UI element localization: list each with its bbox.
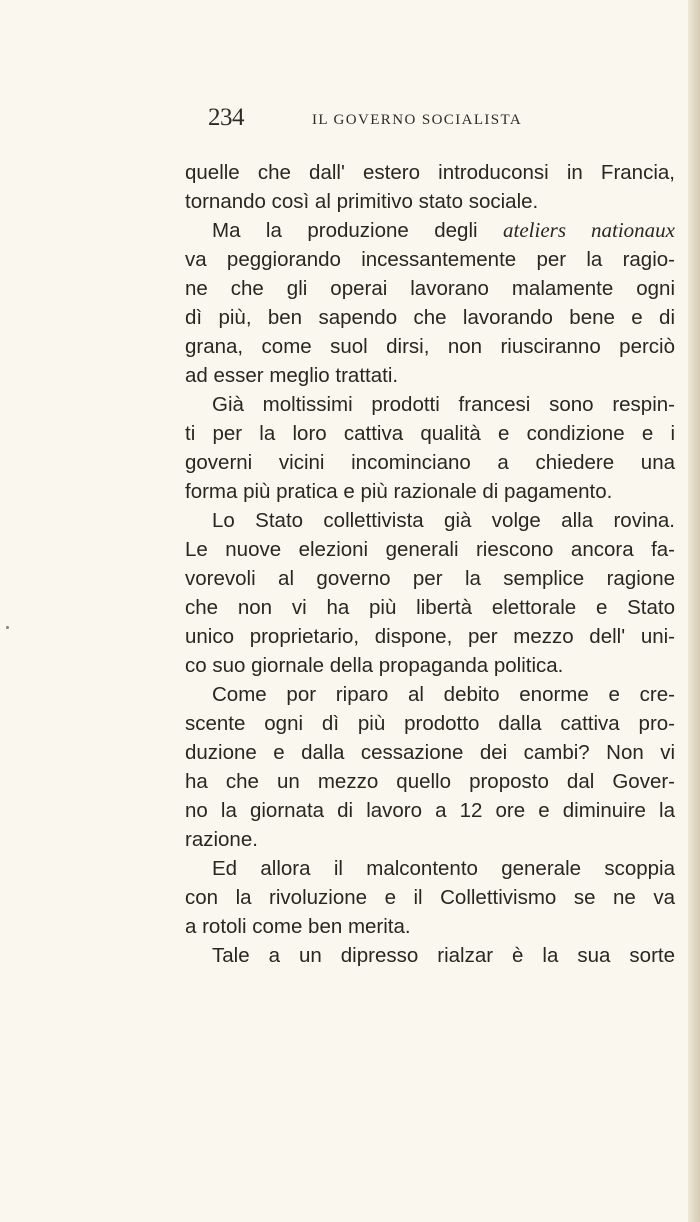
text-line: ti per la loro cattiva qualità e condizione e i — [185, 422, 675, 445]
text-line: a rotoli come ben merita. — [185, 915, 411, 938]
paragraph-first-line: Lo Stato collettivista già volge alla rovina. — [212, 509, 675, 532]
text-line: ad esser meglio trattati. — [185, 364, 399, 387]
text-line: ha che un mezzo quello proposto dal Gover- — [185, 770, 675, 793]
text-line: no la giornata di lavoro a 12 ore e diminuire la — [185, 799, 675, 822]
paragraph-first-line: Come por riparo al debito enorme e cre- — [212, 683, 675, 706]
paragraph-first-line: Ed allora il malcontento generale scoppia — [212, 857, 675, 880]
paragraph-first-line: Già moltissimi prodotti francesi sono respin- — [212, 393, 675, 416]
text-line: vorevoli al governo per la semplice ragione — [185, 567, 675, 590]
paragraph-first-line: Tale a un dipresso rialzar è la sua sorte — [212, 944, 675, 967]
text-line: quelle che dall' estero introduconsi in Francia, — [185, 161, 675, 184]
italic-phrase: ateliers nationaux — [503, 218, 676, 242]
text-line: co suo giornale della propaganda politica. — [185, 654, 564, 677]
text-line: unico proprietario, dispone, per mezzo dell' uni- — [185, 625, 675, 648]
text-line: grana, come suol dirsi, non riusciranno perciò — [185, 335, 675, 358]
paragraph-first-line — [185, 216, 675, 245]
running-head — [208, 104, 648, 144]
text-line: razione. — [185, 828, 258, 851]
body-text — [185, 158, 675, 970]
text-line: duzione e dalla cessazione dei cambi? Non vi — [185, 741, 675, 764]
page-number: 234 — [208, 104, 244, 131]
text-line: va peggiorando incessantemente per la ragio- — [185, 248, 675, 271]
text-line: Le nuove elezioni generali riescono ancora fa- — [185, 538, 675, 561]
margin-speck — [6, 626, 9, 629]
text-line: ne che gli operai lavorano malamente ogni — [185, 277, 675, 300]
text-line: che non vi ha più libertà elettorale e Stato — [185, 596, 675, 619]
text-run: Ma la produzione degli — [212, 219, 504, 242]
running-title: IL GOVERNO SOCIALISTA — [312, 112, 523, 128]
text-line: tornando così al primitivo stato sociale. — [185, 190, 539, 213]
text-line: dì più, ben sapendo che lavorando bene e di — [185, 306, 675, 329]
page-edge — [688, 0, 700, 1222]
text-line: con la rivoluzione e il Collettivismo se ne va — [185, 886, 675, 909]
text-line: scente ogni dì più prodotto dalla cattiva pro- — [185, 712, 675, 735]
text-line: forma più pratica e più razionale di pagamento. — [185, 480, 613, 503]
text-line: governi vicini incominciano a chiedere una — [185, 451, 675, 474]
